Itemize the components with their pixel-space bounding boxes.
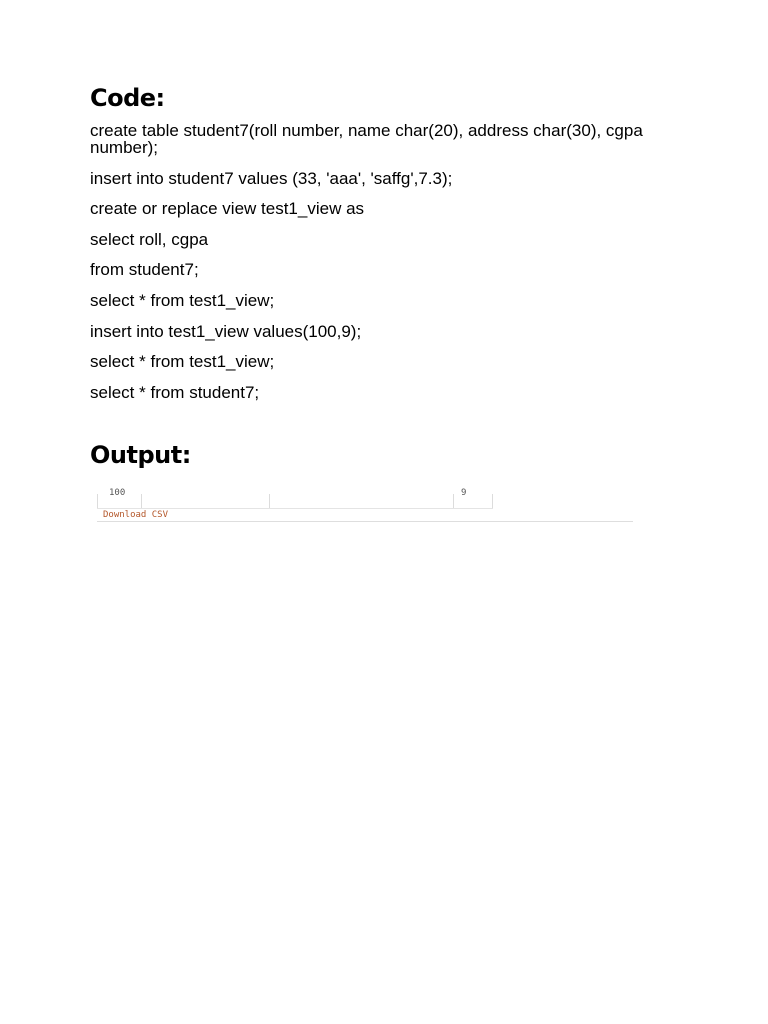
table-cell-border [453, 494, 454, 508]
result-table-row [97, 488, 493, 509]
output-heading: Output: [90, 441, 191, 469]
code-line-insert-student: insert into student7 values (33, 'aaa', 'saffg',7.3); [90, 168, 453, 188]
code-line-select-student: select * from student7; [90, 382, 260, 402]
download-csv-link[interactable]: Download CSV [103, 510, 169, 520]
divider [97, 521, 633, 522]
code-line-from-table: from student7; [90, 260, 199, 280]
cgpa-cell-clipped: 9 [461, 488, 467, 498]
code-line-select-columns: select roll, cgpa [90, 229, 209, 249]
roll-cell-clipped: 100 [109, 488, 126, 498]
code-line-select-view: select * from test1_view; [90, 290, 275, 310]
output-screenshot [93, 488, 633, 522]
table-cell-border [269, 494, 270, 508]
table-cell-border [97, 494, 98, 508]
code-line-insert-view: insert into test1_view values(100,9); [90, 321, 362, 341]
code-line-create-view: create or replace view test1_view as [90, 199, 365, 219]
table-cell-border [141, 494, 142, 508]
table-cell-border [492, 494, 493, 508]
code-heading: Code: [90, 84, 165, 112]
code-line-select-view-again: select * from test1_view; [90, 352, 275, 372]
sql-code-block [90, 122, 690, 414]
code-line-create-table: create table student7(roll number, name char(20), address char(30), cgpa number); [90, 121, 643, 157]
